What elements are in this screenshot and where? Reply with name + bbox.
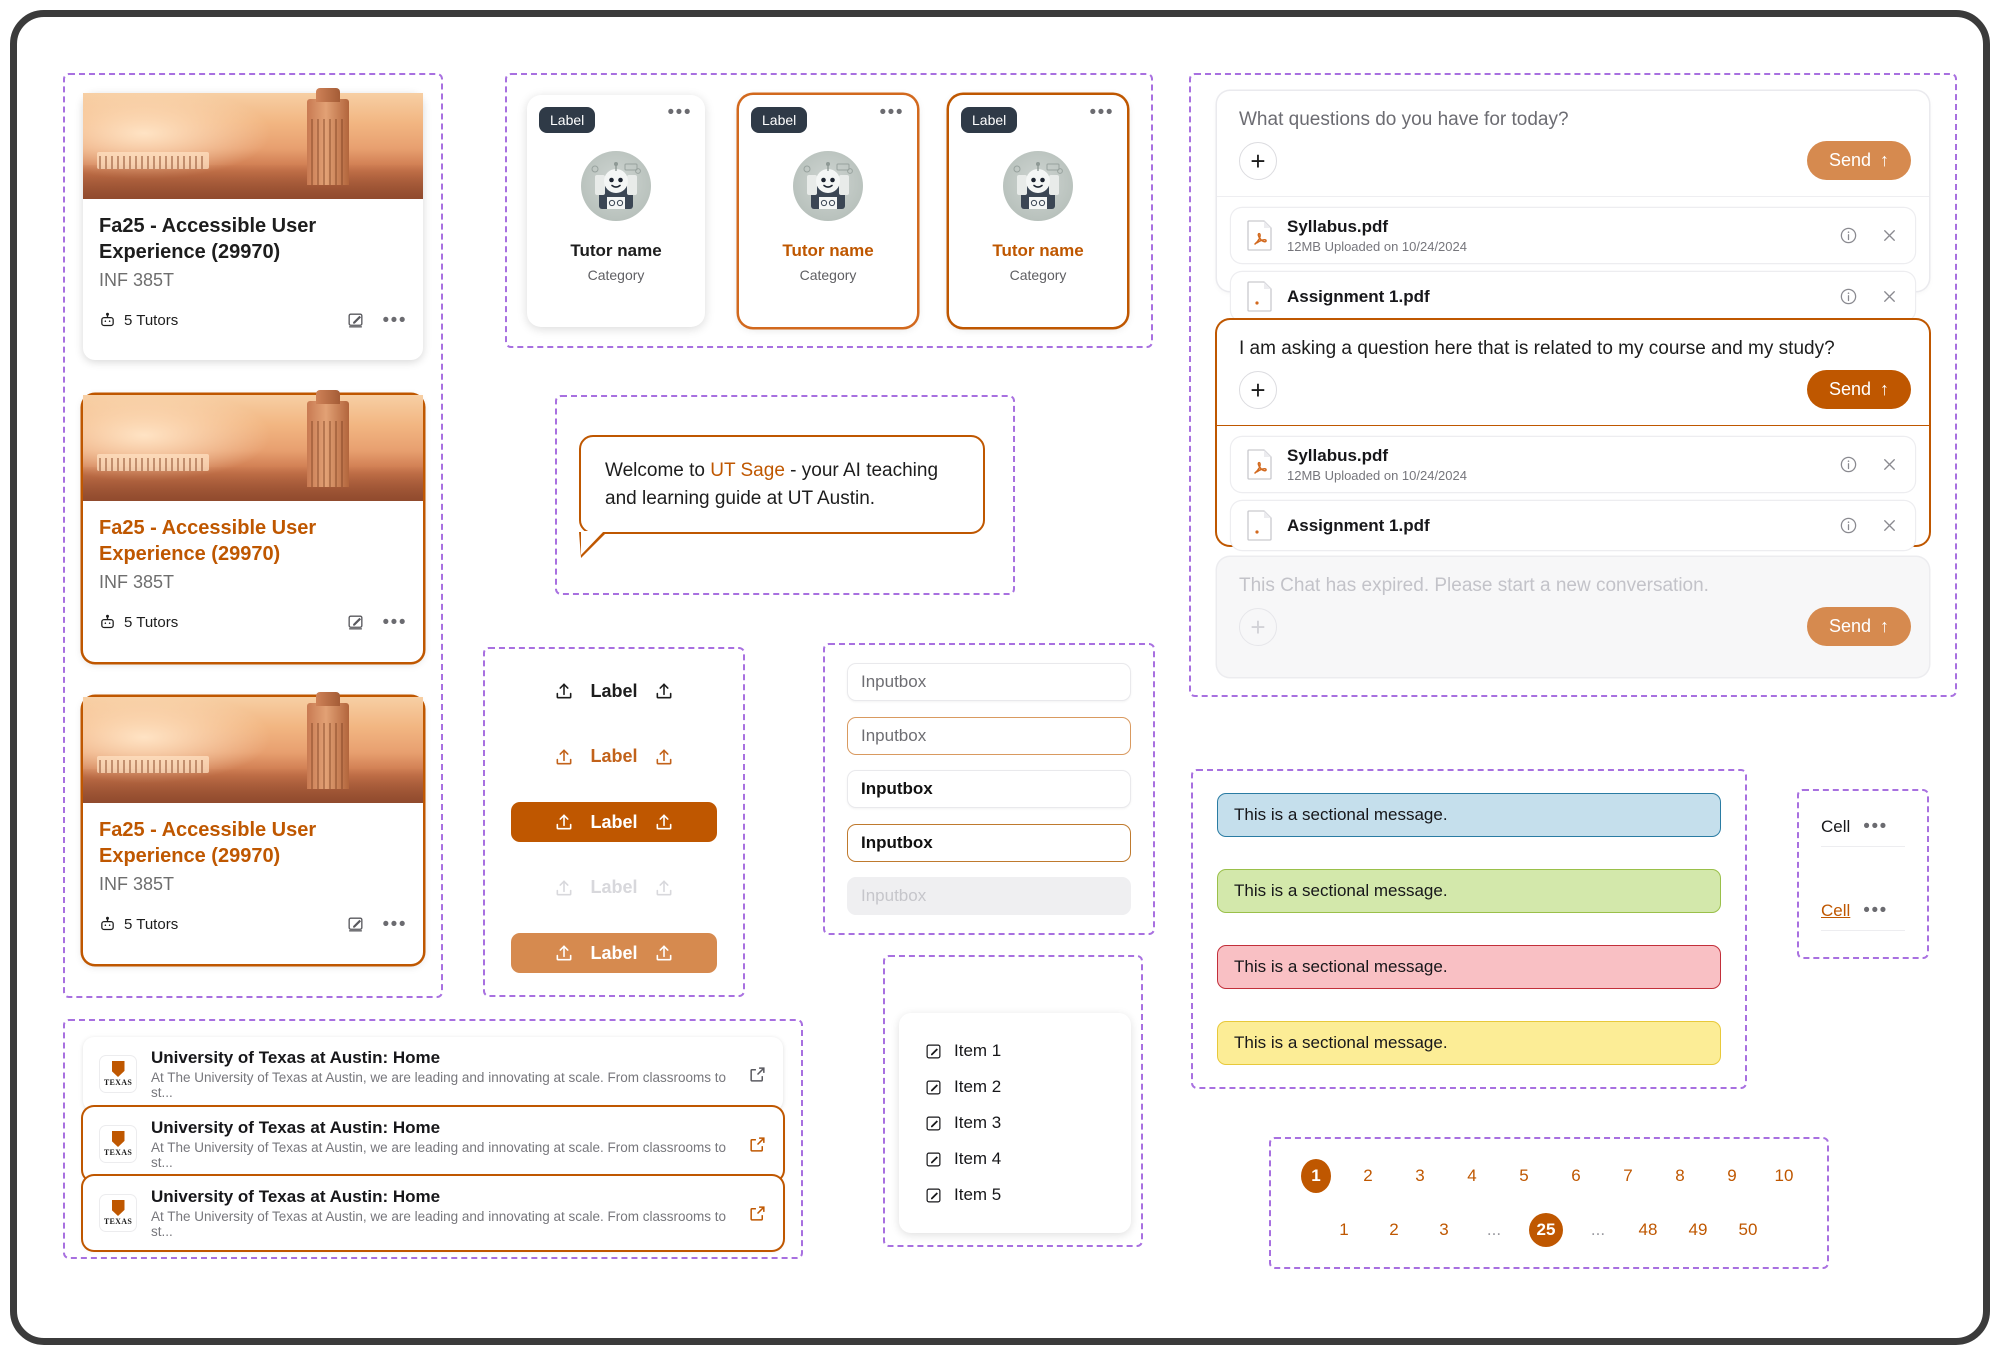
- chat-message-text: I am asking a question here that is related to my course and my study?: [1239, 338, 1835, 359]
- file-meta: 12MB Uploaded on 10/24/2024: [1287, 468, 1467, 483]
- more-options-icon[interactable]: •••: [667, 102, 692, 123]
- external-link-icon[interactable]: [748, 1204, 767, 1223]
- page-button[interactable]: 48: [1638, 1220, 1658, 1239]
- page-ellipsis: ...: [1590, 1220, 1606, 1239]
- tutor-label-badge: Label: [539, 107, 595, 133]
- add-attachment-button: +: [1239, 608, 1277, 646]
- page-button[interactable]: 4: [1467, 1166, 1477, 1185]
- tutor-avatar: [581, 151, 651, 221]
- chat-toolbar: [1217, 131, 1929, 196]
- pagination-group: [1269, 1137, 1829, 1269]
- tutor-card[interactable]: [527, 95, 705, 327]
- tutor-count: [99, 916, 178, 933]
- more-options-icon[interactable]: •••: [1089, 102, 1114, 123]
- link-card-description: At The University of Texas at Austin, we are leading and innovating at scale. From classrooms to st...: [151, 1070, 727, 1100]
- link-card[interactable]: [83, 1176, 783, 1250]
- chat-toolbar: [1217, 597, 1929, 662]
- page-button[interactable]: 6: [1571, 1166, 1581, 1185]
- list-item[interactable]: [925, 1069, 1105, 1105]
- edit-icon[interactable]: [346, 613, 365, 632]
- more-options-icon[interactable]: •••: [879, 102, 904, 123]
- link-card[interactable]: [83, 1037, 783, 1111]
- link-card-title: University of Texas at Austin: Home: [151, 1187, 441, 1206]
- file-info: [1287, 446, 1467, 483]
- upload-button[interactable]: [511, 671, 717, 711]
- tutor-avatar: [1003, 151, 1073, 221]
- list-item-label: Item 1: [954, 1041, 1002, 1060]
- cell-label: Cell: [1821, 817, 1851, 836]
- welcome-suffix: - your AI teaching and learning guide at UT Austin.: [605, 460, 939, 509]
- link-card-description: At The University of Texas at Austin, we are leading and innovating at scale. From classrooms to st...: [151, 1209, 727, 1239]
- pdf-file-icon: [1247, 220, 1273, 251]
- link-card-text: [151, 1187, 734, 1239]
- cell-group: [1797, 789, 1929, 959]
- info-icon[interactable]: [1839, 516, 1858, 535]
- file-name: Assignment 1.pdf: [1287, 286, 1430, 306]
- chat-placeholder: What questions do you have for today?: [1239, 109, 1569, 130]
- welcome-bubble: [579, 435, 985, 534]
- file-row[interactable]: [1231, 208, 1915, 263]
- file-row[interactable]: [1231, 272, 1915, 321]
- upload-button[interactable]: [511, 802, 717, 842]
- course-title: Fa25 - Accessible User Experience (29970): [99, 819, 317, 867]
- course-title: Fa25 - Accessible User Experience (29970): [99, 517, 317, 565]
- send-button[interactable]: [1807, 141, 1911, 180]
- upload-button-label: Label: [590, 811, 638, 832]
- file-meta: 12MB Uploaded on 10/24/2024: [1287, 239, 1467, 254]
- search-input[interactable]: Inputbox: [847, 717, 1131, 755]
- tutor-count: [99, 312, 178, 329]
- course-card-actions: [346, 915, 407, 934]
- pagination-row-truncated: [1301, 1213, 1797, 1247]
- upload-button: [511, 868, 717, 908]
- welcome-message-group: [555, 395, 1015, 595]
- course-card-actions: [346, 613, 407, 632]
- search-input[interactable]: Inputbox: [847, 770, 1131, 808]
- list-item-label: Item 3: [954, 1113, 1002, 1132]
- sectional-message: This is a sectional message.: [1217, 869, 1721, 913]
- edit-icon: [925, 1043, 942, 1060]
- link-card-title: University of Texas at Austin: Home: [151, 1048, 441, 1067]
- edit-icon[interactable]: [346, 915, 365, 934]
- file-name: Syllabus.pdf: [1287, 446, 1389, 465]
- send-button-label: Send: [1828, 150, 1871, 170]
- search-input: Inputbox: [847, 877, 1131, 915]
- tutor-name: Tutor name: [570, 241, 662, 260]
- course-cover-image: [83, 93, 423, 199]
- close-icon[interactable]: [1880, 455, 1899, 474]
- tutor-count-label: 5 Tutors: [124, 916, 179, 933]
- close-icon[interactable]: [1880, 287, 1899, 306]
- file-row[interactable]: [1231, 437, 1915, 492]
- course-code: INF 385T: [99, 270, 175, 290]
- upload-buttons-group: [483, 647, 745, 997]
- search-input[interactable]: Inputbox: [847, 663, 1131, 701]
- info-icon[interactable]: [1839, 455, 1858, 474]
- list-item[interactable]: [925, 1105, 1105, 1141]
- upload-icon: [554, 681, 574, 701]
- page-button[interactable]: 1: [1339, 1220, 1349, 1239]
- send-button[interactable]: [1807, 370, 1911, 409]
- course-card-body: [83, 803, 423, 946]
- upload-button-label: Label: [590, 746, 638, 766]
- chat-toolbar: [1217, 360, 1929, 425]
- upload-icon: [554, 812, 574, 832]
- sectional-message: This is a sectional message.: [1217, 945, 1721, 989]
- arrow-up-icon: ↑: [1880, 616, 1889, 636]
- chat-attachments: [1217, 196, 1929, 321]
- file-row[interactable]: [1231, 501, 1915, 550]
- file-actions: [1839, 287, 1899, 306]
- course-card-body: [83, 199, 423, 342]
- texas-logo-icon: [99, 1194, 137, 1232]
- table-row[interactable]: [1821, 901, 1905, 931]
- device-frame: [10, 10, 1990, 1345]
- chat-input-box-expired: [1217, 557, 1929, 677]
- link-card-description: At The University of Texas at Austin, we are leading and innovating at scale. From classrooms to st...: [151, 1140, 727, 1170]
- tutor-card[interactable]: [739, 95, 917, 327]
- info-icon[interactable]: [1839, 226, 1858, 245]
- sectional-message: This is a sectional message.: [1217, 793, 1721, 837]
- course-card-footer: [99, 311, 407, 330]
- upload-button-label: Label: [590, 680, 638, 701]
- file-info: [1287, 217, 1467, 254]
- robot-icon: [99, 312, 116, 329]
- tutor-name: Tutor name: [992, 241, 1084, 260]
- course-card-actions: [346, 311, 407, 330]
- link-card[interactable]: [83, 1107, 783, 1181]
- course-title: Fa25 - Accessible User Experience (29970): [99, 215, 317, 263]
- page-button[interactable]: 9: [1727, 1166, 1737, 1185]
- course-cover-image: [83, 697, 423, 803]
- course-cover-image: [83, 395, 423, 501]
- texas-logo-text: TEXAS: [103, 1078, 133, 1087]
- file-actions: [1839, 226, 1899, 245]
- list-item[interactable]: [925, 1033, 1105, 1069]
- link-card-title: University of Texas at Austin: Home: [151, 1118, 441, 1137]
- course-card[interactable]: [83, 395, 423, 662]
- tutor-label-badge: Label: [961, 107, 1017, 133]
- course-card[interactable]: [83, 697, 423, 964]
- upload-icon: [654, 681, 674, 701]
- texas-logo-text: TEXAS: [103, 1217, 133, 1226]
- page-button[interactable]: 49: [1688, 1220, 1708, 1239]
- more-options-icon[interactable]: •••: [1863, 816, 1888, 837]
- close-icon[interactable]: [1880, 226, 1899, 245]
- upload-button-label: Label: [590, 942, 638, 963]
- more-options-icon[interactable]: •••: [382, 913, 407, 935]
- file-actions: [1839, 516, 1899, 535]
- edit-icon: [925, 1115, 942, 1132]
- tutor-avatar: [793, 151, 863, 221]
- upload-icon: [554, 943, 574, 963]
- course-card-body: [83, 501, 423, 644]
- upload-icon: [654, 878, 674, 898]
- tutor-category: Category: [1009, 267, 1067, 283]
- tutor-label-badge: Label: [751, 107, 807, 133]
- pagination-row-full: [1301, 1159, 1797, 1193]
- course-card-footer: [99, 915, 407, 934]
- cell-label[interactable]: Cell: [1821, 901, 1851, 920]
- file-actions: [1839, 455, 1899, 474]
- send-button: [1807, 607, 1911, 646]
- page-button[interactable]: 50: [1738, 1220, 1758, 1239]
- tutor-count-label: 5 Tutors: [124, 312, 179, 329]
- upload-icon: [654, 943, 674, 963]
- texas-logo-icon: [99, 1125, 137, 1163]
- page-ellipsis: ...: [1486, 1220, 1502, 1239]
- list-item-label: Item 4: [954, 1149, 1002, 1168]
- chat-input-box[interactable]: [1217, 91, 1929, 306]
- upload-icon: [554, 878, 574, 898]
- link-cards-group: [63, 1019, 803, 1259]
- add-attachment-button[interactable]: +: [1239, 371, 1277, 409]
- edit-icon[interactable]: [346, 311, 365, 330]
- tutor-category: Category: [587, 267, 645, 283]
- tutor-category: Category: [799, 267, 857, 283]
- edit-icon: [925, 1151, 942, 1168]
- table-row[interactable]: [1821, 817, 1905, 847]
- upload-button-label: Label: [590, 877, 638, 897]
- page-button[interactable]: 3: [1415, 1166, 1425, 1185]
- item-list-menu: [899, 1013, 1131, 1233]
- sectional-message: This is a sectional message.: [1217, 1021, 1721, 1065]
- course-code: INF 385T: [99, 572, 175, 592]
- welcome-prefix: Welcome to: [605, 460, 711, 481]
- page-button-current[interactable]: 1: [1301, 1159, 1331, 1193]
- course-code: INF 385T: [99, 874, 175, 894]
- generic-file-icon: [1247, 281, 1273, 312]
- page-button[interactable]: 3: [1439, 1220, 1449, 1239]
- info-icon[interactable]: [1839, 287, 1858, 306]
- list-item-label: Item 2: [954, 1077, 1002, 1096]
- tutor-count-label: 5 Tutors: [124, 614, 179, 631]
- bubble-tail: [579, 532, 607, 558]
- upload-icon: [554, 747, 574, 767]
- edit-icon: [925, 1079, 942, 1096]
- send-button-label: Send: [1828, 616, 1871, 636]
- upload-button[interactable]: [511, 737, 717, 777]
- more-options-icon[interactable]: •••: [382, 309, 407, 331]
- external-link-icon[interactable]: [748, 1135, 767, 1154]
- close-icon[interactable]: [1880, 516, 1899, 535]
- more-options-icon[interactable]: •••: [1863, 900, 1888, 921]
- inputbox-group: [823, 643, 1155, 935]
- list-item[interactable]: [925, 1141, 1105, 1177]
- page-button[interactable]: 8: [1675, 1166, 1685, 1185]
- add-attachment-button[interactable]: +: [1239, 142, 1277, 180]
- course-card-footer: [99, 613, 407, 632]
- sectional-messages-group: [1191, 769, 1747, 1089]
- pdf-file-icon: [1247, 449, 1273, 480]
- robot-icon: [99, 614, 116, 631]
- generic-file-icon: [1247, 510, 1273, 541]
- file-name: Syllabus.pdf: [1287, 217, 1389, 236]
- page-button[interactable]: 7: [1623, 1166, 1633, 1185]
- chat-attachments: [1217, 425, 1929, 550]
- tutor-count: [99, 614, 178, 631]
- link-card-text: [151, 1118, 734, 1170]
- list-item[interactable]: [925, 1177, 1105, 1213]
- edit-icon: [925, 1187, 942, 1204]
- file-info: [1287, 287, 1430, 307]
- page-button[interactable]: 10: [1774, 1166, 1794, 1185]
- link-card-text: [151, 1048, 734, 1100]
- upload-button[interactable]: [511, 933, 717, 973]
- chat-expired-message: This Chat has expired. Please start a new conversation.: [1239, 575, 1709, 596]
- page-button[interactable]: 5: [1519, 1166, 1529, 1185]
- page-button[interactable]: 2: [1363, 1166, 1373, 1185]
- arrow-up-icon: ↑: [1880, 379, 1889, 399]
- texas-logo-text: TEXAS: [103, 1148, 133, 1157]
- course-card[interactable]: [83, 93, 423, 360]
- file-info: [1287, 516, 1430, 536]
- file-name: Assignment 1.pdf: [1287, 515, 1430, 535]
- send-button-label: Send: [1828, 379, 1871, 399]
- tutor-name: Tutor name: [782, 241, 874, 260]
- page-button-current[interactable]: 25: [1529, 1213, 1563, 1247]
- search-input[interactable]: Inputbox: [847, 824, 1131, 862]
- upload-icon: [654, 812, 674, 832]
- page-button[interactable]: 2: [1389, 1220, 1399, 1239]
- chat-input-box[interactable]: [1217, 320, 1929, 545]
- external-link-icon[interactable]: [748, 1065, 767, 1084]
- upload-icon: [654, 747, 674, 767]
- tutor-card[interactable]: [949, 95, 1127, 327]
- arrow-up-icon: ↑: [1880, 150, 1889, 170]
- list-item-label: Item 5: [954, 1185, 1002, 1204]
- texas-logo-icon: [99, 1055, 137, 1093]
- more-options-icon[interactable]: •••: [382, 611, 407, 633]
- robot-icon: [99, 916, 116, 933]
- brand-name: UT Sage: [710, 460, 785, 481]
- design-system-canvas: [17, 17, 1983, 1338]
